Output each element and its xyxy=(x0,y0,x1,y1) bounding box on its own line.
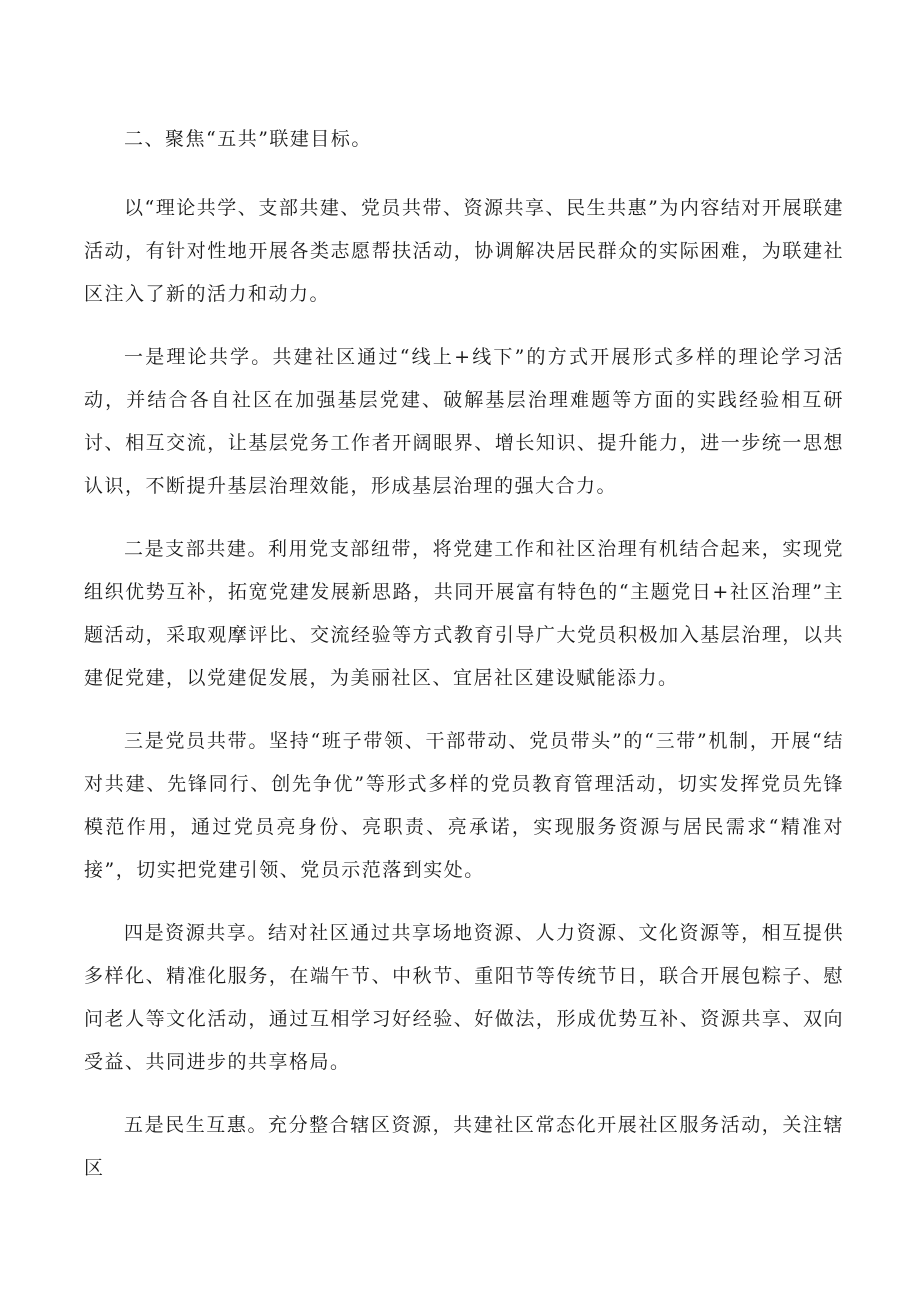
paragraph-branch-building: 二是支部共建。利用党支部纽带，将党建工作和社区治理有机结合起来，实现党组织优势互补，拓宽党建发展新思路，共同开展富有特色的“主题党日+社区治理”主题活动，采取观摩评比、交流经验等方式教育引导广大党员积极加入基层治理，以共建促党建，以党建促发展，为美丽社区、宜居社区建设赋能添力。 xyxy=(84,538,844,689)
document-body xyxy=(84,118,844,1210)
paragraph-livelihood-benefit: 五是民生互惠。充分整合辖区资源，共建社区常态化开展社区服务活动，关注辖区 xyxy=(84,1114,844,1179)
paragraph-resource-sharing: 四是资源共享。结对社区通过共享场地资源、人力资源、文化资源等，相互提供多样化、精准化服务，在端午节、中秋节、重阳节等传统节日，联合开展包粽子、慰问老人等文化活动，通过互相学习好经验、好做法，形成优势互补、资源共享、双向受益、共同进步的共享格局。 xyxy=(84,922,844,1073)
paragraph-intro: 以“理论共学、支部共建、党员共带、资源共享、民生共惠”为内容结对开展联建活动，有针对性地开展各类志愿帮扶活动，协调解决居民群众的实际困难，为联建社区注入了新的活力和动力。 xyxy=(84,197,844,305)
section-heading: 二、聚焦“五共”联建目标。 xyxy=(124,128,372,150)
paragraph-member-leading: 三是党员共带。坚持“班子带领、干部带动、党员带头”的“三带”机制，开展“结对共建、先锋同行、创先争优”等形式多样的党员教育管理活动，切实发挥党员先锋模范作用，通过党员亮身份、亮职责、亮承诺，实现服务资源与居民需求“精准对接”，切实把党建引领、党员示范落到实处。 xyxy=(84,730,844,881)
paragraph-theory-study: 一是理论共学。共建社区通过“线上+线下”的方式开展形式多样的理论学习活动，并结合各自社区在加强基层党建、破解基层治理难题等方面的实践经验相互研讨、相互交流，让基层党务工作者开阔眼界、增长知识、提升能力，进一步统一思想认识，不断提升基层治理效能，形成基层治理的强大合力。 xyxy=(84,346,844,497)
